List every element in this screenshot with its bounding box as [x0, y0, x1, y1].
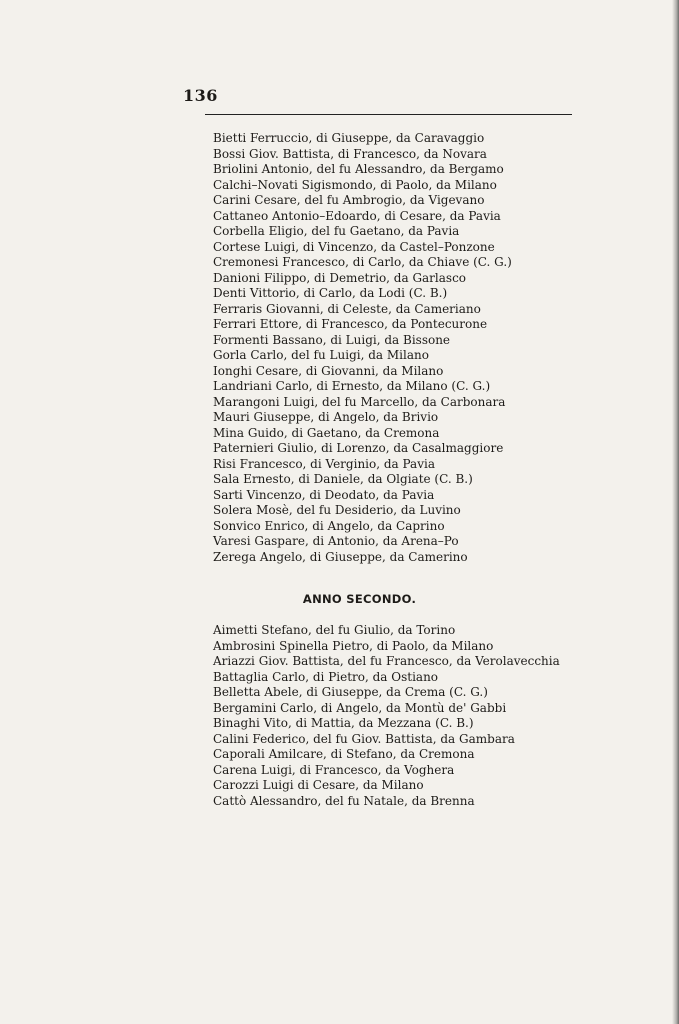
entry-text: Denti Vittorio, di Carlo, da Lodi (C. B.): [213, 286, 448, 300]
entry-text: Bietti Ferruccio, di Giuseppe, da Caravaggio: [213, 131, 485, 145]
entry-text: Sala Ernesto, di Daniele, da Olgiate (C. B.): [213, 472, 473, 486]
entry-text: Paternieri Giulio, di Lorenzo, da Casalmaggiore: [213, 441, 504, 455]
entry-text: Ambrosini Spinella Pietro, di Paolo, da Milano: [213, 638, 494, 653]
binding-edge: [672, 0, 679, 1024]
entry-text: Cattò Alessandro, del fu Natale, da Brenna: [213, 793, 475, 808]
entry-text: Solera Mosè, del fu Desiderio, da Luvino: [213, 503, 461, 517]
entry-text: Risi Francesco, di Verginio, da Pavia: [213, 456, 435, 471]
entry-text: Caporali Amilcare, di Stefano, da Cremona: [213, 747, 475, 761]
entry-text: Marangoni Luigi, del fu Marcello, da Carbonara: [213, 394, 506, 409]
entry-text: Sonvico Enrico, di Angelo, da Caprino: [213, 518, 445, 533]
entry-text: Battaglia Carlo, di Pietro, da Ostiano: [213, 669, 439, 684]
page-number: 136: [183, 86, 218, 105]
entry-text: Corbella Eligio, del fu Gaetano, da Pavia: [213, 224, 460, 238]
entry-text: Bergamini Carlo, di Angelo, da Montù de' Gabbi: [213, 700, 507, 715]
entry-text: Landriani Carlo, di Ernesto, da Milano (C. G.): [213, 379, 491, 393]
entry-text: Cattaneo Antonio–Edoardo, di Cesare, da Pavia: [213, 208, 501, 223]
entry-text: Ferrari Ettore, di Francesco, da Pontecurone: [213, 317, 488, 331]
entry-text: Sarti Vincenzo, di Deodato, da Pavia: [213, 487, 435, 502]
section-title: ANNO SECONDO.: [302, 592, 417, 606]
entry-text: Zerega Angelo, di Giuseppe, da Camerino: [213, 549, 468, 564]
entry-text: Danioni Filippo, di Demetrio, da Garlasco: [213, 270, 467, 285]
entry-text: Gorla Carlo, del fu Luigi, da Milano: [213, 348, 429, 362]
entry-text: Ariazzi Giov. Battista, del fu Francesco, da Verolavecchia: [213, 654, 560, 668]
entry-text: Ferraris Giovanni, di Celeste, da Cameriano: [213, 301, 481, 316]
entry-text: Binaghi Vito, di Mattia, da Mezzana (C. B.): [213, 716, 474, 730]
entry-text: Formenti Bassano, di Luigi, da Bissone: [213, 332, 451, 347]
entry-text: Briolini Antonio, del fu Alessandro, da Bergamo: [213, 162, 504, 176]
entry-text: Carini Cesare, del fu Ambrogio, da Vigevano: [213, 193, 485, 207]
entry-text: Calchi–Novati Sigismondo, di Paolo, da Milano: [213, 177, 497, 192]
entry-text: Carozzi Luigi di Cesare, da Milano: [213, 778, 424, 792]
entry-text: Mina Guido, di Gaetano, da Cremona: [213, 425, 440, 440]
entry-text: Calini Federico, del fu Giov. Battista, da Gambara: [213, 731, 515, 746]
entry-text: Varesi Gaspare, di Antonio, da Arena–Po: [213, 534, 459, 548]
entry-text: Aimetti Stefano, del fu Giulio, da Torino: [213, 623, 456, 637]
entry-text: Cortese Luigi, di Vincenzo, da Castel–Ponzone: [213, 239, 495, 254]
entry-text: Ionghi Cesare, di Giovanni, da Milano: [213, 363, 444, 378]
entry-text: Mauri Giuseppe, di Angelo, da Brivio: [213, 410, 439, 424]
header-rule: [205, 114, 572, 115]
entry-text: Carena Luigi, di Francesco, da Voghera: [213, 762, 455, 777]
entry-text: Bossi Giov. Battista, di Francesco, da Novara: [213, 146, 487, 161]
entry-text: Belletta Abele, di Giuseppe, da Crema (C. G.): [213, 685, 488, 699]
entry-text: Cremonesi Francesco, di Carlo, da Chiave (C. G.): [213, 255, 512, 269]
